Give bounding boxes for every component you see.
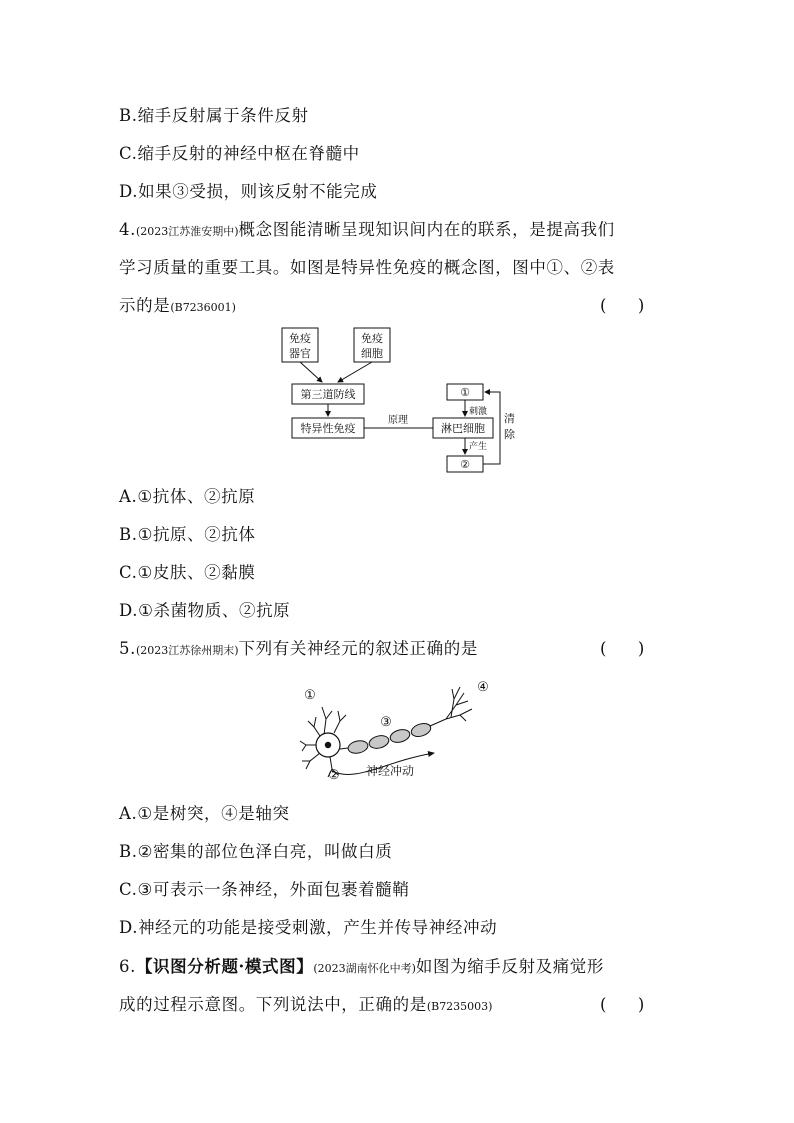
impulse-label: 神经冲动 — [366, 764, 415, 778]
neuron-diagram — [296, 675, 506, 787]
q6-code: (B7235003) — [426, 1000, 493, 1013]
stimulate-label: 刺激 — [469, 407, 488, 417]
q6-text-2: 成的过程示意图。下列说法中，正确的是 — [119, 995, 427, 1014]
q6-text-1: 如图为缩手反射及痛觉形 — [415, 957, 604, 976]
q6-stem-line2 — [119, 995, 492, 1017]
q4-number: 4. — [119, 220, 136, 239]
organ-label-2: 器官 — [289, 347, 311, 360]
lymphocyte-label: 淋巴细胞 — [441, 422, 485, 435]
q4-option-b: B.①抗原、②抗体 — [119, 525, 256, 544]
q5-option-d: D.神经元的功能是接受刺激，产生并传导神经冲动 — [119, 918, 498, 937]
third-line-label: 第三道防线 — [300, 388, 356, 401]
nucleus — [325, 742, 331, 748]
q4-option-d: D.①杀菌物质、②抗原 — [119, 601, 291, 620]
marker-3: ③ — [380, 715, 392, 730]
q5-option-b: B.②密集的部位色泽白亮，叫做白质 — [119, 842, 393, 861]
q4-text-1: 概念图能清晰呈现知识间内在的联系，是提高我们 — [238, 220, 615, 239]
cell-label-2: 细胞 — [361, 347, 383, 360]
q5-stem — [119, 639, 478, 661]
q3-option-c: C.缩手反射的神经中枢在脊髓中 — [119, 144, 360, 163]
q5-option-c: C.③可表示一条神经，外面包裹着髓鞘 — [119, 880, 410, 899]
axon-terminals — [446, 687, 472, 721]
organ-label-1: 免疫 — [289, 332, 311, 345]
produce-label: 产生 — [469, 442, 488, 452]
box-2-label: ② — [460, 458, 470, 471]
q5-source: (2023江苏徐州期末) — [135, 644, 239, 657]
q4-text-3: 示的是 — [119, 296, 171, 315]
marker-1: ① — [304, 688, 316, 703]
marker-2: ② — [328, 768, 340, 783]
q6-tag: 【识图分析题·模式图】 — [135, 957, 314, 976]
q4-option-c: C.①皮肤、②黏膜 — [119, 563, 256, 582]
clear-label-2: 除 — [504, 428, 515, 441]
q4-stem-line2: 学习质量的重要工具。如图是特异性免疫的概念图，图中①、②表 — [119, 258, 615, 277]
q4-option-a: A.①抗体、②抗原 — [119, 487, 256, 506]
principle-label: 原理 — [388, 415, 408, 426]
q4-stem-line1 — [119, 220, 615, 242]
q3-option-d: D.如果③受损，则该反射不能完成 — [119, 182, 378, 201]
q4-answer-paren: ( ) — [600, 296, 645, 315]
marker-4: ④ — [477, 680, 489, 695]
cell-label-1: 免疫 — [361, 332, 383, 345]
q5-answer-paren: ( ) — [600, 639, 645, 658]
q3-option-b: B.缩手反射属于条件反射 — [119, 106, 309, 125]
q4-stem-line3 — [119, 296, 236, 318]
q4-code: (B7236001) — [170, 301, 236, 314]
q5-option-a: A.①是树突，④是轴突 — [119, 804, 290, 823]
q6-answer-paren: ( ) — [600, 995, 645, 1014]
q6-stem-line1 — [119, 957, 604, 979]
q6-source: (2023湖南怀化中考) — [313, 962, 416, 975]
box-1-label: ① — [460, 386, 470, 399]
clear-label-1: 清 — [504, 412, 515, 425]
specific-immunity-label: 特异性免疫 — [300, 422, 356, 435]
q6-number: 6. — [119, 957, 136, 976]
q4-source: (2023江苏淮安期中) — [135, 225, 239, 238]
q5-text: 下列有关神经元的叙述正确的是 — [238, 639, 478, 658]
q5-number: 5. — [119, 639, 136, 658]
immunity-concept-map — [270, 322, 530, 480]
